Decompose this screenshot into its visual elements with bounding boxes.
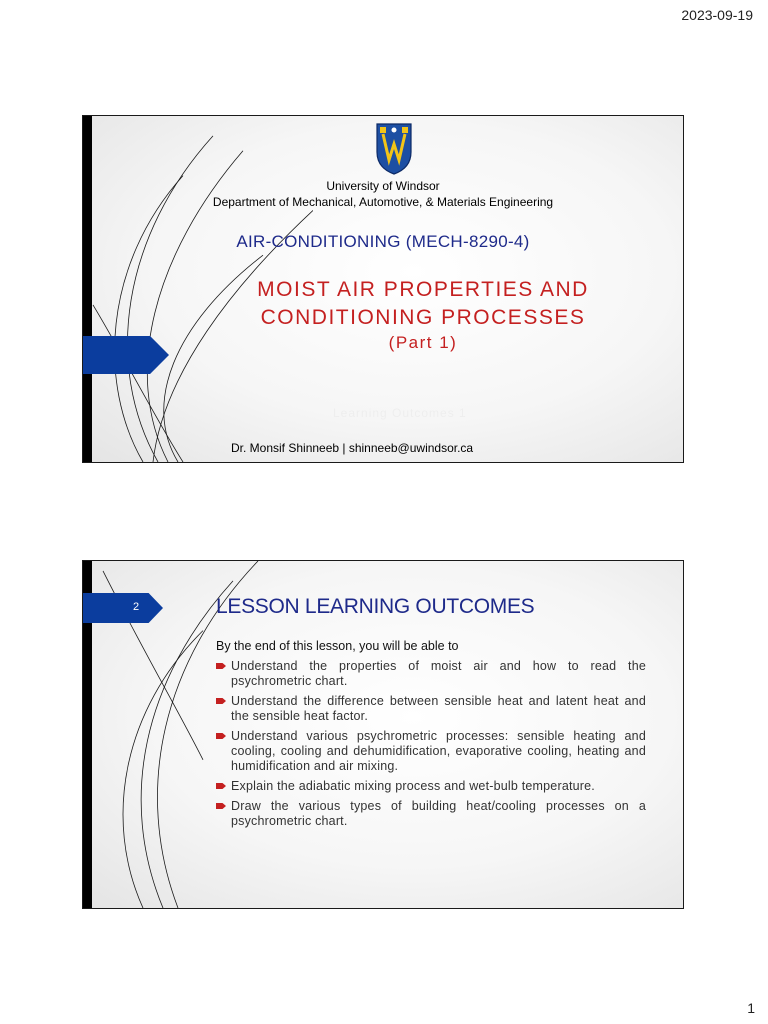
slide-number-tab (83, 593, 163, 623)
arrow-bullet-icon (216, 663, 226, 669)
list-item: Explain the adiabatic mixing process and wet-bulb temperature. (216, 779, 646, 794)
intro-text: By the end of this lesson, you will be able to (216, 639, 459, 653)
list-item: Understand various psychrometric processes: sensible heating and cooling, cooling and dehumidification, evaporative cooling, heating and humidification and air mixing. (216, 729, 646, 774)
arrow-bullet-icon (216, 698, 226, 704)
list-item: Understand the difference between sensible heat and latent heat and the sensible heat factor. (216, 694, 646, 724)
department-name: Department of Mechanical, Automotive, & Materials Engineering (212, 195, 554, 209)
slide-1 (82, 115, 684, 463)
arrow-bullet-icon (216, 733, 226, 739)
lecture-title (223, 276, 623, 332)
list-item: Draw the various types of building heat/cooling processes on a psychrometric chart. (216, 799, 646, 829)
slide-number: 2 (133, 601, 140, 613)
page-date: 2023-09-19 (681, 7, 753, 23)
lecture-title-line1: MOIST AIR PROPERTIES AND (257, 278, 589, 301)
arrow-bullet-icon (216, 783, 226, 789)
outcomes-list (216, 659, 646, 834)
part-label: (Part 1) (388, 333, 458, 352)
arrow-bullet-icon (216, 803, 226, 809)
lecture-title-line2: CONDITIONING PROCESSES (260, 306, 586, 329)
slide-left-bar (83, 116, 92, 462)
university-crest-icon (375, 122, 413, 176)
page-number: 1 (747, 1000, 755, 1016)
course-title: AIR-CONDITIONING (MECH-8290-4) (236, 232, 530, 251)
university-name: University of Windsor (326, 179, 440, 193)
author-line: Dr. Monsif Shinneeb | shinneeb@uwindsor.ca (231, 441, 474, 455)
slide-2 (82, 560, 684, 909)
list-item: Understand the properties of moist air and how to read the psychrometric chart. (216, 659, 646, 689)
faint-subtitle: Learning Outcomes 1 (333, 406, 467, 420)
slide-title: LESSON LEARNING OUTCOMES (216, 595, 535, 618)
